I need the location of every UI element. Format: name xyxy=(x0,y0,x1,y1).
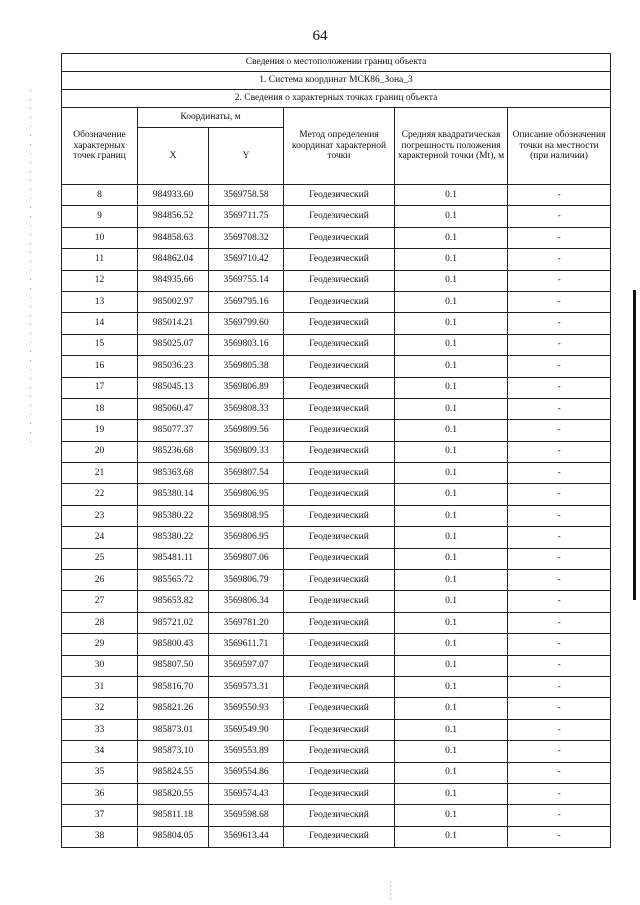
error-cell: 0.1 xyxy=(395,420,508,441)
y-coordinate-cell: 3569806.79 xyxy=(209,570,284,591)
description-cell: - xyxy=(508,505,611,526)
point-number-cell: 35 xyxy=(62,762,138,783)
point-number-cell: 27 xyxy=(62,591,138,612)
method-cell: Геодезический xyxy=(284,377,395,398)
description-cell: - xyxy=(508,291,611,312)
point-number-cell: 33 xyxy=(62,719,138,740)
error-cell: 0.1 xyxy=(395,505,508,526)
table-row xyxy=(62,591,611,612)
description-cell: - xyxy=(508,762,611,783)
error-cell: 0.1 xyxy=(395,655,508,676)
table-row xyxy=(62,206,611,227)
y-coordinate-cell: 3569806.89 xyxy=(209,377,284,398)
x-coordinate-cell: 985045.13 xyxy=(138,377,209,398)
point-number-cell: 11 xyxy=(62,249,138,270)
table-row xyxy=(62,227,611,248)
x-coordinate-cell: 985653.82 xyxy=(138,591,209,612)
header-method: Метод определения координат характерной точки xyxy=(284,108,395,185)
method-cell: Геодезический xyxy=(284,249,395,270)
point-number-cell: 20 xyxy=(62,441,138,462)
description-cell: - xyxy=(508,719,611,740)
y-coordinate-cell: 3569549.90 xyxy=(209,719,284,740)
x-coordinate-cell: 985811.18 xyxy=(138,805,209,826)
x-coordinate-cell: 984862.04 xyxy=(138,249,209,270)
x-coordinate-cell: 985380.14 xyxy=(138,484,209,505)
y-coordinate-cell: 3569710.42 xyxy=(209,249,284,270)
table-row xyxy=(62,484,611,505)
method-cell: Геодезический xyxy=(284,291,395,312)
x-coordinate-cell: 985025.07 xyxy=(138,334,209,355)
table-row xyxy=(62,826,611,847)
table-row xyxy=(62,527,611,548)
description-cell: - xyxy=(508,249,611,270)
error-cell: 0.1 xyxy=(395,698,508,719)
point-number-cell: 15 xyxy=(62,334,138,355)
description-cell: - xyxy=(508,612,611,633)
table-row xyxy=(62,783,611,804)
table-row xyxy=(62,612,611,633)
method-cell: Геодезический xyxy=(284,398,395,419)
point-number-cell: 25 xyxy=(62,548,138,569)
x-coordinate-cell: 985380.22 xyxy=(138,527,209,548)
y-coordinate-cell: 3569805.38 xyxy=(209,356,284,377)
description-cell: - xyxy=(508,634,611,655)
point-number-cell: 26 xyxy=(62,570,138,591)
y-coordinate-cell: 3569553.89 xyxy=(209,741,284,762)
x-coordinate-cell: 985060.47 xyxy=(138,398,209,419)
error-cell: 0.1 xyxy=(395,441,508,462)
point-number-cell: 34 xyxy=(62,741,138,762)
method-cell: Геодезический xyxy=(284,741,395,762)
description-cell: - xyxy=(508,420,611,441)
method-cell: Геодезический xyxy=(284,185,395,206)
error-cell: 0.1 xyxy=(395,270,508,291)
error-cell: 0.1 xyxy=(395,185,508,206)
error-cell: 0.1 xyxy=(395,826,508,847)
x-coordinate-cell: 985820.55 xyxy=(138,783,209,804)
method-cell: Геодезический xyxy=(284,206,395,227)
description-cell: - xyxy=(508,783,611,804)
y-coordinate-cell: 3569550.93 xyxy=(209,698,284,719)
table-row xyxy=(62,570,611,591)
point-number-cell: 17 xyxy=(62,377,138,398)
description-cell: - xyxy=(508,698,611,719)
point-number-cell: 37 xyxy=(62,805,138,826)
x-coordinate-cell: 984856.52 xyxy=(138,206,209,227)
header-point-designation: Обозначение характерных точек границ xyxy=(62,108,138,185)
error-cell: 0.1 xyxy=(395,548,508,569)
description-cell: - xyxy=(508,548,611,569)
description-cell: - xyxy=(508,741,611,762)
point-number-cell: 9 xyxy=(62,206,138,227)
y-coordinate-cell: 3569807.06 xyxy=(209,548,284,569)
method-cell: Геодезический xyxy=(284,826,395,847)
table-row xyxy=(62,719,611,740)
description-cell: - xyxy=(508,227,611,248)
x-coordinate-cell: 984933.60 xyxy=(138,185,209,206)
method-cell: Геодезический xyxy=(284,698,395,719)
y-coordinate-cell: 3569708.32 xyxy=(209,227,284,248)
point-number-cell: 18 xyxy=(62,398,138,419)
y-coordinate-cell: 3569613.44 xyxy=(209,826,284,847)
error-cell: 0.1 xyxy=(395,612,508,633)
point-number-cell: 16 xyxy=(62,356,138,377)
point-number-cell: 10 xyxy=(62,227,138,248)
description-cell: - xyxy=(508,805,611,826)
description-cell: - xyxy=(508,206,611,227)
x-coordinate-cell: 985036.23 xyxy=(138,356,209,377)
description-cell: - xyxy=(508,334,611,355)
point-number-cell: 31 xyxy=(62,676,138,697)
method-cell: Геодезический xyxy=(284,270,395,291)
error-cell: 0.1 xyxy=(395,484,508,505)
y-coordinate-cell: 3569807.54 xyxy=(209,463,284,484)
method-cell: Геодезический xyxy=(284,484,395,505)
point-number-cell: 32 xyxy=(62,698,138,719)
error-cell: 0.1 xyxy=(395,634,508,655)
table-row xyxy=(62,441,611,462)
method-cell: Геодезический xyxy=(284,441,395,462)
table-row xyxy=(62,270,611,291)
section-title: 2. Сведения о характерных точках границ объекта xyxy=(62,90,611,108)
error-cell: 0.1 xyxy=(395,741,508,762)
x-coordinate-cell: 985804.05 xyxy=(138,826,209,847)
point-number-cell: 36 xyxy=(62,783,138,804)
x-coordinate-cell: 985014.21 xyxy=(138,313,209,334)
error-cell: 0.1 xyxy=(395,591,508,612)
y-coordinate-cell: 3569574.43 xyxy=(209,783,284,804)
y-coordinate-cell: 3569806.34 xyxy=(209,591,284,612)
header-error: Средняя квадратическая погрешность положения характерной точки (Mt), м xyxy=(395,108,508,185)
table-row xyxy=(62,334,611,355)
scan-noise-bottom xyxy=(390,882,391,902)
scan-noise-left xyxy=(30,90,31,450)
table-row xyxy=(62,356,611,377)
table-row xyxy=(62,505,611,526)
error-cell: 0.1 xyxy=(395,249,508,270)
x-coordinate-cell: 985721.02 xyxy=(138,612,209,633)
table-row xyxy=(62,185,611,206)
error-cell: 0.1 xyxy=(395,762,508,783)
method-cell: Геодезический xyxy=(284,356,395,377)
description-cell: - xyxy=(508,398,611,419)
y-coordinate-cell: 3569808.33 xyxy=(209,398,284,419)
table-row xyxy=(62,805,611,826)
method-cell: Геодезический xyxy=(284,420,395,441)
point-number-cell: 24 xyxy=(62,527,138,548)
y-coordinate-cell: 3569806.95 xyxy=(209,527,284,548)
method-cell: Геодезический xyxy=(284,762,395,783)
error-cell: 0.1 xyxy=(395,719,508,740)
description-cell: - xyxy=(508,356,611,377)
table-row xyxy=(62,291,611,312)
point-number-cell: 23 xyxy=(62,505,138,526)
y-coordinate-cell: 3569711.75 xyxy=(209,206,284,227)
table-body xyxy=(62,185,611,848)
description-cell: - xyxy=(508,655,611,676)
description-cell: - xyxy=(508,185,611,206)
error-cell: 0.1 xyxy=(395,377,508,398)
table-row xyxy=(62,762,611,783)
header-coordinates: Координаты, м xyxy=(138,108,284,128)
y-coordinate-cell: 3569806.95 xyxy=(209,484,284,505)
error-cell: 0.1 xyxy=(395,463,508,484)
description-cell: - xyxy=(508,377,611,398)
table-title: Сведения о местоположении границ объекта xyxy=(62,54,611,72)
error-cell: 0.1 xyxy=(395,313,508,334)
boundary-points-table xyxy=(61,53,611,848)
point-number-cell: 14 xyxy=(62,313,138,334)
description-cell: - xyxy=(508,570,611,591)
method-cell: Геодезический xyxy=(284,591,395,612)
method-cell: Геодезический xyxy=(284,227,395,248)
point-number-cell: 30 xyxy=(62,655,138,676)
method-cell: Геодезический xyxy=(284,527,395,548)
error-cell: 0.1 xyxy=(395,398,508,419)
error-cell: 0.1 xyxy=(395,805,508,826)
method-cell: Геодезический xyxy=(284,463,395,484)
x-coordinate-cell: 984858.63 xyxy=(138,227,209,248)
error-cell: 0.1 xyxy=(395,291,508,312)
point-number-cell: 13 xyxy=(62,291,138,312)
x-coordinate-cell: 985002.97 xyxy=(138,291,209,312)
x-coordinate-cell: 985236.68 xyxy=(138,441,209,462)
error-cell: 0.1 xyxy=(395,356,508,377)
x-coordinate-cell: 985565.72 xyxy=(138,570,209,591)
description-cell: - xyxy=(508,591,611,612)
description-cell: - xyxy=(508,676,611,697)
method-cell: Геодезический xyxy=(284,612,395,633)
table-row xyxy=(62,698,611,719)
header-description: Описание обозначения точки на местности (при наличии) xyxy=(508,108,611,185)
header-x: X xyxy=(138,128,209,185)
point-number-cell: 19 xyxy=(62,420,138,441)
description-cell: - xyxy=(508,463,611,484)
table-row xyxy=(62,249,611,270)
y-coordinate-cell: 3569803.16 xyxy=(209,334,284,355)
description-cell: - xyxy=(508,441,611,462)
y-coordinate-cell: 3569554.86 xyxy=(209,762,284,783)
y-coordinate-cell: 3569809.56 xyxy=(209,420,284,441)
y-coordinate-cell: 3569573.31 xyxy=(209,676,284,697)
point-number-cell: 21 xyxy=(62,463,138,484)
y-coordinate-cell: 3569799.60 xyxy=(209,313,284,334)
y-coordinate-cell: 3569758.58 xyxy=(209,185,284,206)
x-coordinate-cell: 985807.50 xyxy=(138,655,209,676)
y-coordinate-cell: 3569598.68 xyxy=(209,805,284,826)
table-row xyxy=(62,548,611,569)
description-cell: - xyxy=(508,527,611,548)
method-cell: Геодезический xyxy=(284,655,395,676)
y-coordinate-cell: 3569808.95 xyxy=(209,505,284,526)
error-cell: 0.1 xyxy=(395,527,508,548)
description-cell: - xyxy=(508,484,611,505)
error-cell: 0.1 xyxy=(395,783,508,804)
y-coordinate-cell: 3569795.16 xyxy=(209,291,284,312)
x-coordinate-cell: 985821.26 xyxy=(138,698,209,719)
x-coordinate-cell: 985077.37 xyxy=(138,420,209,441)
table-row xyxy=(62,655,611,676)
point-number-cell: 28 xyxy=(62,612,138,633)
coordinate-system: 1. Система координат МСК86_Зона_3 xyxy=(62,72,611,90)
table-row xyxy=(62,313,611,334)
error-cell: 0.1 xyxy=(395,206,508,227)
table-row xyxy=(62,676,611,697)
x-coordinate-cell: 985824.55 xyxy=(138,762,209,783)
table-row xyxy=(62,741,611,762)
x-coordinate-cell: 985363.68 xyxy=(138,463,209,484)
x-coordinate-cell: 985800.43 xyxy=(138,634,209,655)
y-coordinate-cell: 3569597.07 xyxy=(209,655,284,676)
description-cell: - xyxy=(508,270,611,291)
error-cell: 0.1 xyxy=(395,227,508,248)
method-cell: Геодезический xyxy=(284,719,395,740)
y-coordinate-cell: 3569611.71 xyxy=(209,634,284,655)
x-coordinate-cell: 985380.22 xyxy=(138,505,209,526)
method-cell: Геодезический xyxy=(284,548,395,569)
method-cell: Геодезический xyxy=(284,634,395,655)
method-cell: Геодезический xyxy=(284,570,395,591)
description-cell: - xyxy=(508,826,611,847)
header-y: Y xyxy=(209,128,284,185)
table-row xyxy=(62,634,611,655)
error-cell: 0.1 xyxy=(395,334,508,355)
error-cell: 0.1 xyxy=(395,570,508,591)
y-coordinate-cell: 3569755.14 xyxy=(209,270,284,291)
x-coordinate-cell: 985481.11 xyxy=(138,548,209,569)
method-cell: Геодезический xyxy=(284,313,395,334)
method-cell: Геодезический xyxy=(284,783,395,804)
y-coordinate-cell: 3569781.20 xyxy=(209,612,284,633)
point-number-cell: 38 xyxy=(62,826,138,847)
y-coordinate-cell: 3569809.33 xyxy=(209,441,284,462)
description-cell: - xyxy=(508,313,611,334)
table-row xyxy=(62,420,611,441)
scan-edge-mark xyxy=(633,290,636,600)
page-number: 64 xyxy=(312,28,328,44)
x-coordinate-cell: 984935.66 xyxy=(138,270,209,291)
point-number-cell: 12 xyxy=(62,270,138,291)
method-cell: Геодезический xyxy=(284,334,395,355)
method-cell: Геодезический xyxy=(284,505,395,526)
point-number-cell: 22 xyxy=(62,484,138,505)
x-coordinate-cell: 985873.10 xyxy=(138,741,209,762)
table-row xyxy=(62,377,611,398)
table-row xyxy=(62,398,611,419)
point-number-cell: 29 xyxy=(62,634,138,655)
method-cell: Геодезический xyxy=(284,676,395,697)
error-cell: 0.1 xyxy=(395,676,508,697)
x-coordinate-cell: 985873.01 xyxy=(138,719,209,740)
x-coordinate-cell: 985816.70 xyxy=(138,676,209,697)
table-row xyxy=(62,463,611,484)
point-number-cell: 8 xyxy=(62,185,138,206)
method-cell: Геодезический xyxy=(284,805,395,826)
